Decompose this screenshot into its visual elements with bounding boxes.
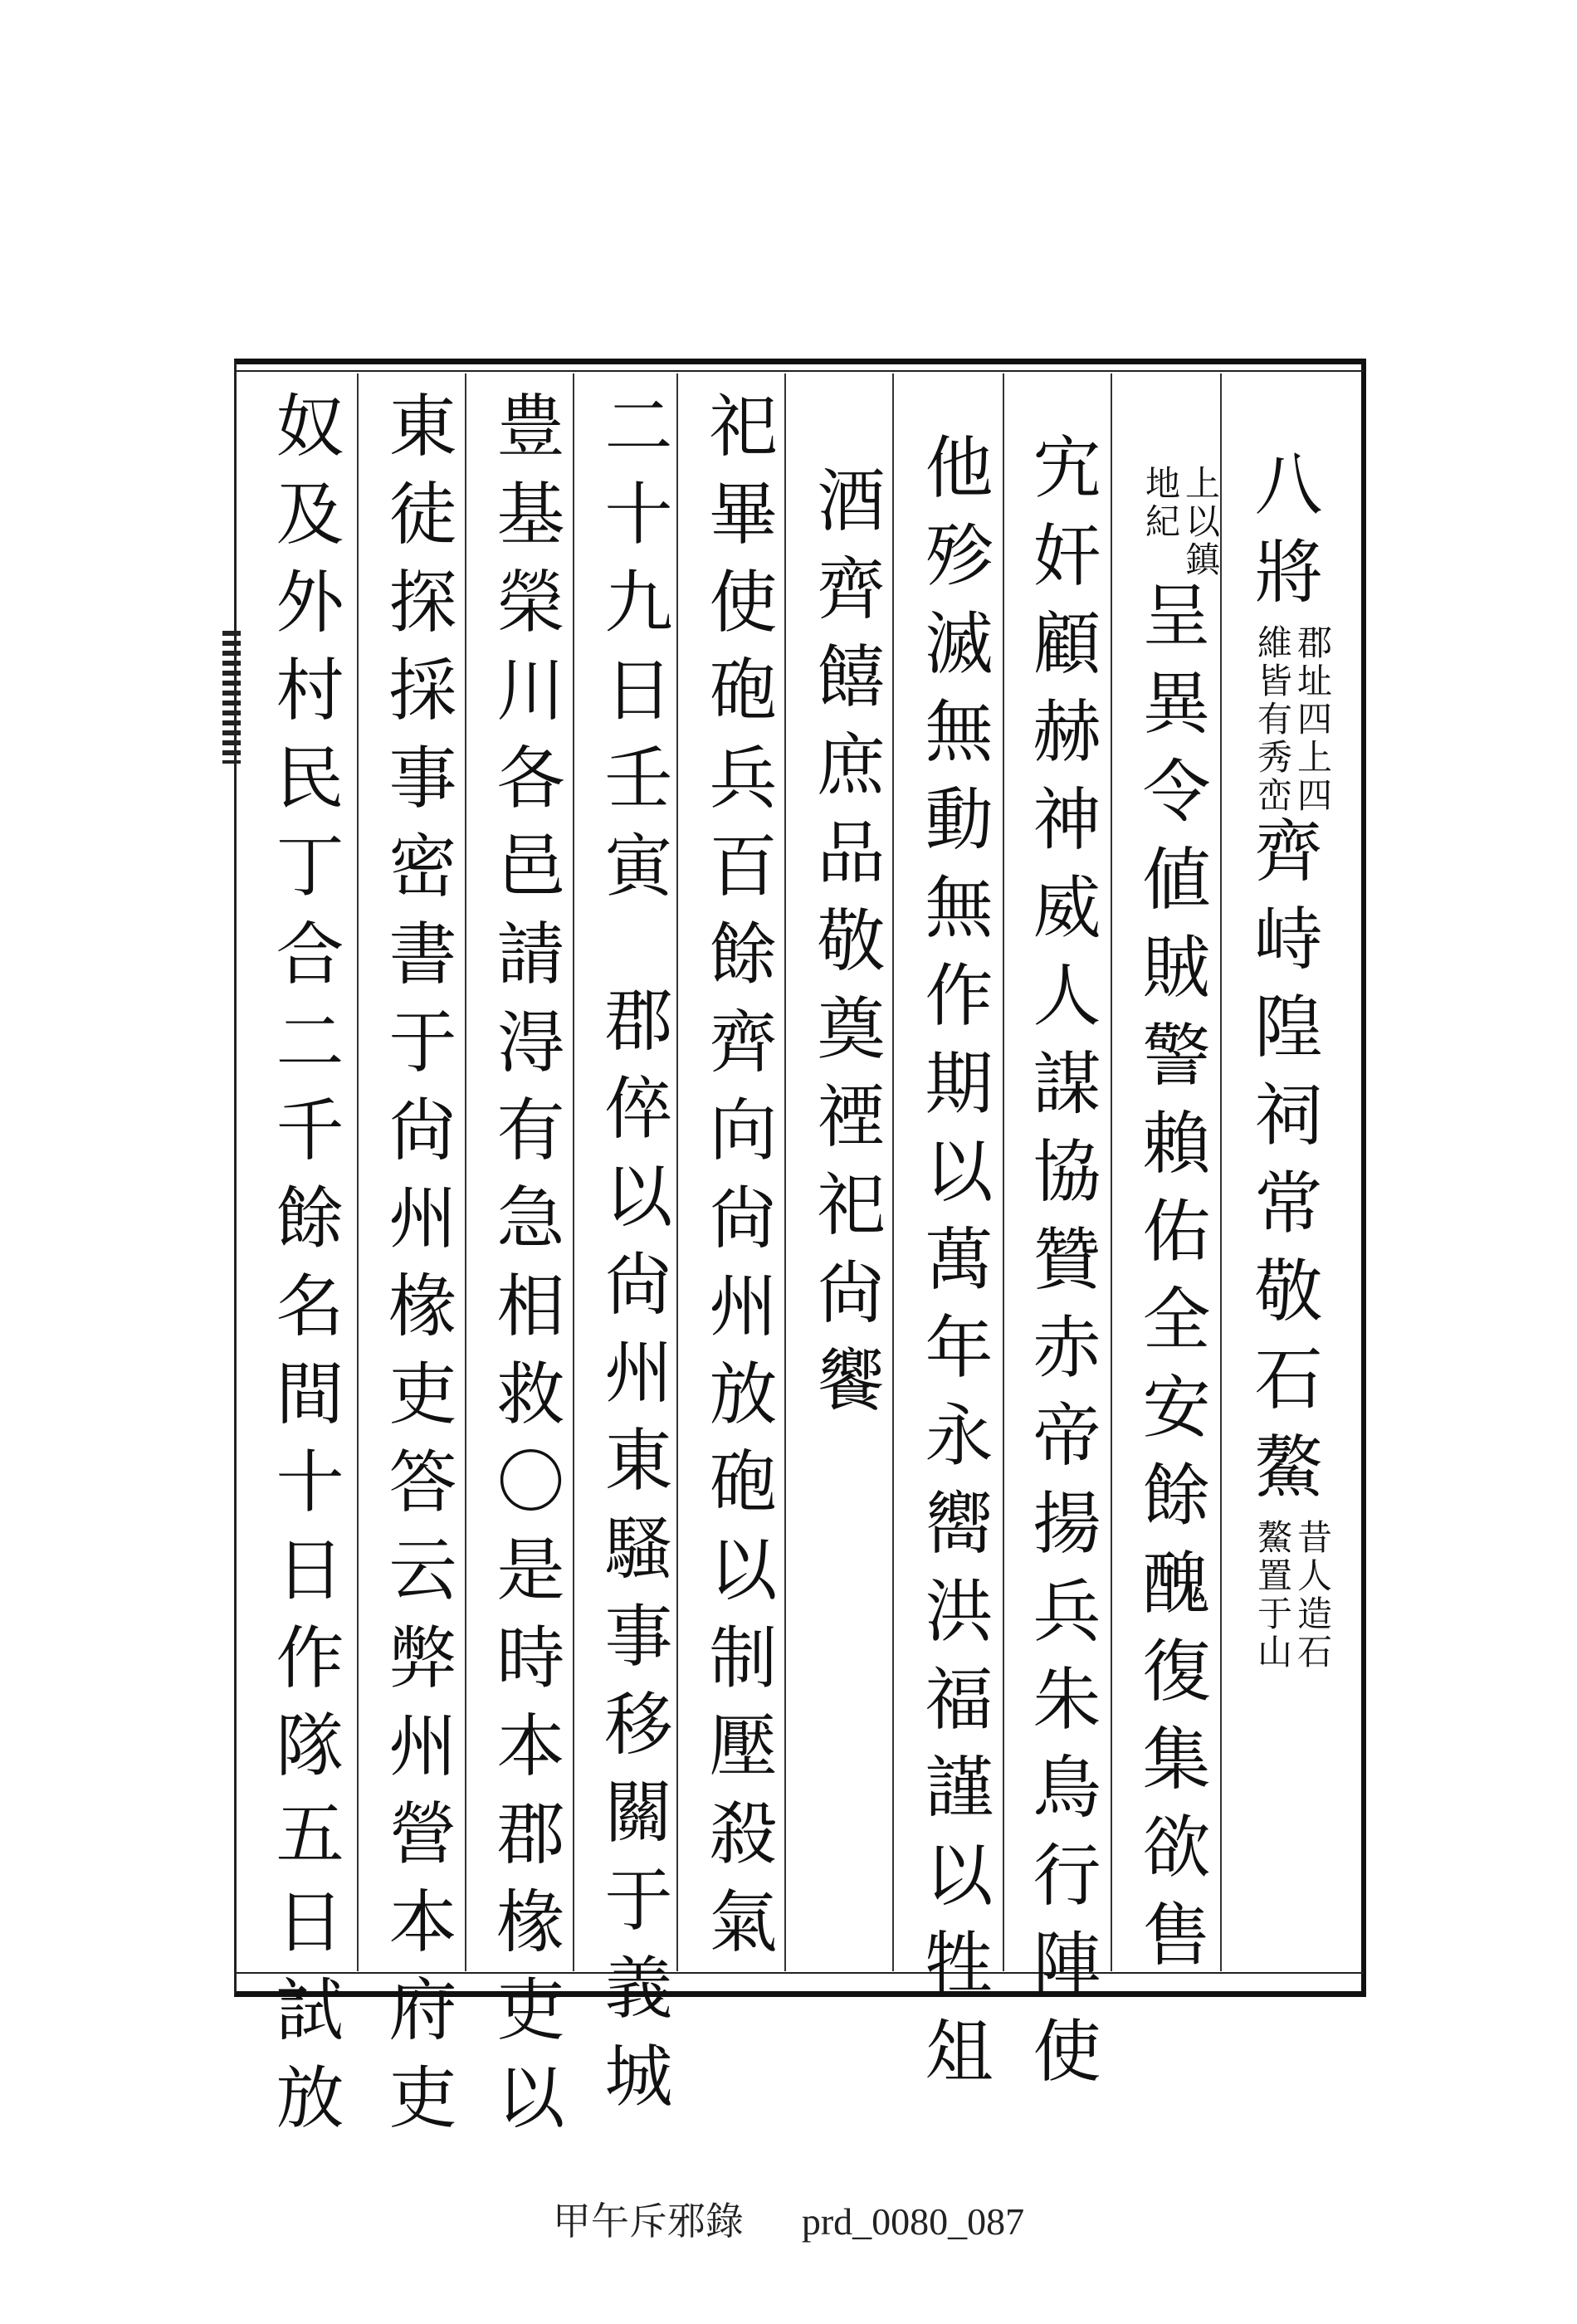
column-1-main: 八將 xyxy=(1243,448,1322,624)
column-7-main-cont: 郡倅以尙州東騷事移關于義城 xyxy=(593,984,672,2128)
text-column-4 xyxy=(903,432,1003,2103)
column-separator xyxy=(1220,374,1222,1971)
footer-title: 甲午斥邪錄 xyxy=(552,2200,744,2243)
column-separator xyxy=(1003,374,1004,1971)
footer-code: prd_0080_087 xyxy=(801,2200,1025,2243)
binding-mark xyxy=(222,631,241,764)
column-1-annotation xyxy=(1252,624,1332,815)
column-7-main: 二十九日壬寅 xyxy=(593,390,672,918)
text-column-10 xyxy=(254,390,354,2150)
column-1-note2-right: 昔人造石 xyxy=(1292,1519,1333,1672)
text-column-6 xyxy=(687,390,787,1974)
column-5-main: 酒齊饎庶品敬奠禋祀尙饗 xyxy=(806,465,885,1433)
column-1-note2-left: 鰲置于山 xyxy=(1252,1519,1293,1672)
text-column-3 xyxy=(1011,432,1111,2103)
column-9-main: 東徒探採事密書于尙州椽吏答云弊州營本府吏 xyxy=(378,390,456,2150)
column-10-main: 奴及外村民丁合二千餘名間十日作隊五日試放 xyxy=(265,390,344,2150)
frame-inner-top-rule xyxy=(234,370,1364,372)
text-column-2 xyxy=(1120,465,1220,1992)
column-8-main: 豊基榮川各邑請淂有急相救〇是時本郡椽吏以 xyxy=(486,390,564,2150)
column-2-note-left: 地紀 xyxy=(1140,465,1181,541)
text-column-1 xyxy=(1233,448,1332,1975)
text-column-5 xyxy=(795,465,895,1992)
column-2-main: 呈異令値賊警賴佑全安餘醜復集欲售 xyxy=(1131,579,1210,1987)
column-separator xyxy=(1111,374,1112,1971)
column-1-note-left: 維皆有秀峦 xyxy=(1252,624,1293,815)
column-4-main: 他殄滅無動無作期以萬年永嚮洪福謹以牲俎 xyxy=(914,432,993,2103)
column-1-note-right: 郡址四上四 xyxy=(1292,624,1333,815)
column-2-note-right: 上以鎮 xyxy=(1180,465,1221,579)
column-separator xyxy=(357,374,359,1971)
column-1-annotation-2 xyxy=(1252,1519,1332,1672)
column-2-annotation xyxy=(1140,465,1220,579)
column-3-main: 宄奸顧赫神威人謀協贊赤帝揚兵朱鳥行陣使 xyxy=(1022,432,1101,2103)
text-column-8 xyxy=(475,390,574,2150)
page-footer xyxy=(0,2191,1577,2246)
column-6-main: 祀畢使砲兵百餘齊向尙州放砲以制壓殺氣 xyxy=(698,390,777,1974)
text-column-7 xyxy=(583,390,682,2128)
text-column-9 xyxy=(367,390,466,2150)
column-1-main-cont: 齊峙隍祠常敬石鰲 xyxy=(1243,815,1322,1519)
